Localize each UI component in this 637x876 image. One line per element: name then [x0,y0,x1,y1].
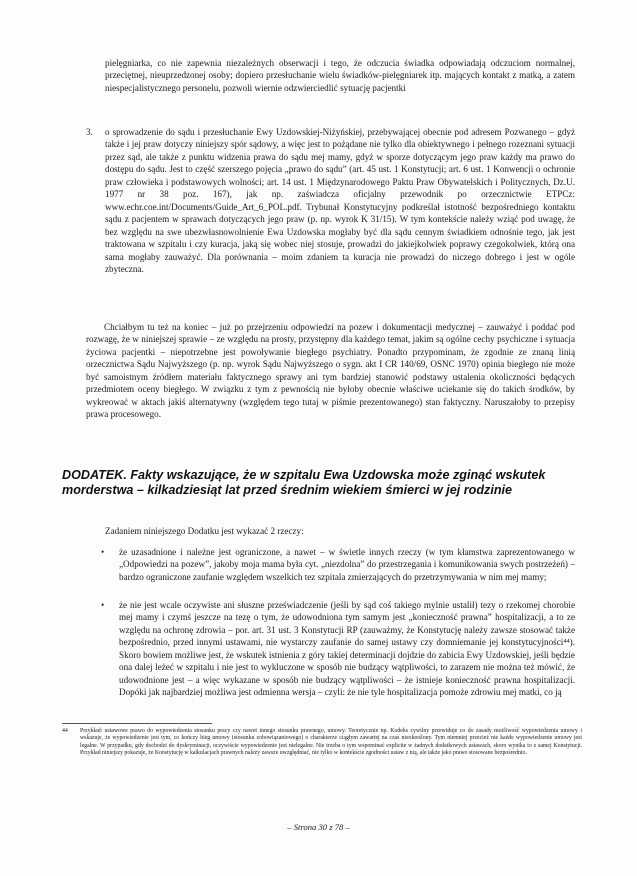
paragraph-closing-remarks: Chciałbym tu też na koniec – już po przejrzeniu odpowiedzi na pozew i dokumentacji medycznej – zauważyć i poddać pod rozwagę, że w niniejszej sprawie – ze względu na prosty, przystępny dla każdego temat, jakim są ogólne cechy psychiczne i sytuacja życiowa pacjentki – niepotrzebne jest powoływanie biegłego psychiatry. Ponadto przypominam, że zgodnie ze znaną linią orzecznictwa Sądu Najwyższego (p. np. wyrok Sądu Najwyższego o sygn. akt I CR 140/69, OSNC 1970) opinia biegłego nie może być samoistnym źródłem materiału faktycznego sprawy ani tym bardziej stanowić podstawy ustalenia okoliczności będących przedmiotem oceny biegłego. W związku z tym z pewnością nie byłoby obecnie właściwe uciekanie się do takich środków, by wykreować w aktach jakiś alternatywny (względem tego tutaj w piśmie prezentowanego) stan faktyczny. Naruszałoby to przepisy prawa procesowego. [86,322,575,420]
bullet-icon: • [101,600,105,610]
addendum-intro: Zadaniem niniejszego Dodatku jest wykazać 2 rzeczy: [105,526,304,536]
bullet-item: że uzasadnione i należne jest ograniczone, a nawet – w świetle innych rzeczy (w tym kłamstwa zaprezentowanego w „Odpowiedzi na pozew”, jakoby moja mama była cyt. „niezdolna” do przestrzegania i komunikowania swych postrzeżeń) – bardzo ograniczone zaufanie względem wszelkich tez szpitala zmierzających do przetrzymywania w nim mej mamy; [119,547,575,582]
bullet-icon: • [101,547,105,557]
paragraph-motion-item-3: o sprowadzenie do sądu i przesłuchanie Ewy Uzdowskiej-Niżyńskiej, przebywającej obecnie pod adresem Pozwanego – gdyż także i jej praw dotyczy niniejszy spór sądowy, a więc jest to pożądane nie tylko dla obiektywnego i pełnego rozeznani sytuacji przez sąd, ale także z punktu widzenia prawa do sądu mej mamy, gdyż w sporze dotyczącym jego praw każdy ma prawo do dostępu do sądu. Jest to część szerszego pojęcia „prawo do sądu” (art. 45 ust. 1 Konstytucji; art. 6 ust. 1 Konwencji o ochronie praw człowieka i podstawowych wolności; art. 14 ust. 1 Międzynarodowego Paktu Praw Obywatelskich i Politycznych, Dz.U. 1977 nr 38 poz. 167), jak np. zaświadcza oficjalny przewodnik po orzecznictwie ETPCz: www.echr.coe.int/Documents/Guide_Art_6_POL.pdf. Trybunał Konstytucyjny podkreślał istotność bezpośredniego kontaktu sądu z pacjentem w sprawach dotyczących jego praw (p. np. wyrok K 31/15). W tym kontekście należy wziąć pod uwagę, że bez względu na swe ubezwłasnowolnienie Ewa Uzdowska mogłaby być dla sądu cennym świadkiem odnośnie tego, jak jest traktowana w szpitalu i czy kuracja, jaką się wobec niej stosuje, prowadzi do jakiejkolwiek poprawy czegokolwiek, którą ona sama mogłaby zauważyć. Dla porównania – moim zdaniem ta kuracja nie prowadzi do niczego dobrego i jest w ogóle zbyteczna. [105,127,575,274]
list-item-number: 3. [86,127,93,137]
footnote-number: 44 [62,728,68,734]
section-heading: DODATEK. Fakty wskazujące, że w szpitalu Ewa Uzdowska może zginąć wskutek morderstwa – kilkadziesiąt lat przed średnim wiekiem śmierci w jej rodzinie [62,468,546,497]
footnote-separator [62,723,212,724]
bullet-item: że nie jest wcale oczywiste ani słuszne przeświadczenie (jeśli by sąd coś takiego mylnie ustalił) tezy o rzekomej chorobie mej mamy i czymś jeszcze na tezę o tym, że udowodniona tym samym jest „konieczność prawna” hospitalizacji, a to ze względu na ochronę zdrowia – por. art. 31 ust. 3 Konstytucji RP (zauważmy, że Konstytucję należy zawsze stosować także bezpośrednio, przed innymi ustawami, nie wystarczy zaufanie do samej ustawy czy domniemanie jej konstytucyjności⁴⁴). Skoro bowiem możliwe jest, że wskutek istnienia z góry takiej determinacji dojdzie do zabicia Ewy Uzdowskiej, jeśli będzie ona dalej leżeć w szpitalu i nie jest to wykluczone w sposób nie budzący wątpliwości, to zarazem nie można też mówić, że udowodnione jest – a więc wykazane w sposób nie budzący wątpliwości – że istnieje konieczność prawna hospitalizacji. Dopóki jak najbardziej możliwa jest odmienna wersja – czyli: że nie tyle hospitalizacja pomoże zdrowiu mej matki, co ją [119,600,575,698]
page-number: – Strona 30 z 78 – [287,822,350,832]
footnote-text: Przykład: ustawowe prawo do wypowiedzenia stosunku pracy czy nawet innego stosunku prawnego, umowy. Teoretycznie np. Kodeks cywilny przewiduje co do zasady możliwość wypowiedzenia umowy i wskazuje, że wypowiedzenie jest tym, co kończy bieg umowy (stosunku zobowiązaniowego) o charakterze ciągłym zawartej na czas nieokreślony. Tym niemniej przecież nie każde wypowiedzenie umowy jest legalne. W przypadku, gdy dochodzi do dyskryminacji, oczywiście wypowiedzenie jest nielegalne. Nie trzeba o tym wspominać explicite w żadnych dodatkowych ustawach, skoro wynika to z samej Konstytucji. Przykład niniejszy pokazuje, że Konstytucję w kalkulacjach prawnych należy zawsze uwzględniać, nie tylko w kontekście zgodności ustaw z nią, ale także jako prawo stosowane bezpośrednio. [80,728,582,756]
paragraph-witness-nurses: pielęgniarka, co nie zapewnia niezależnych obserwacji i tego, że odczucia świadka odpowiadają odczuciom normalnej, przeciętnej, nieuprzedzonej osoby; dopiero przesłuchanie wielu świadków-pielęgniarek itp. mających kontakt z matką, a zatem niespecjalistycznego personelu, pozwoli wiernie odzwierciedlić sytuację pacjentki [105,58,575,93]
